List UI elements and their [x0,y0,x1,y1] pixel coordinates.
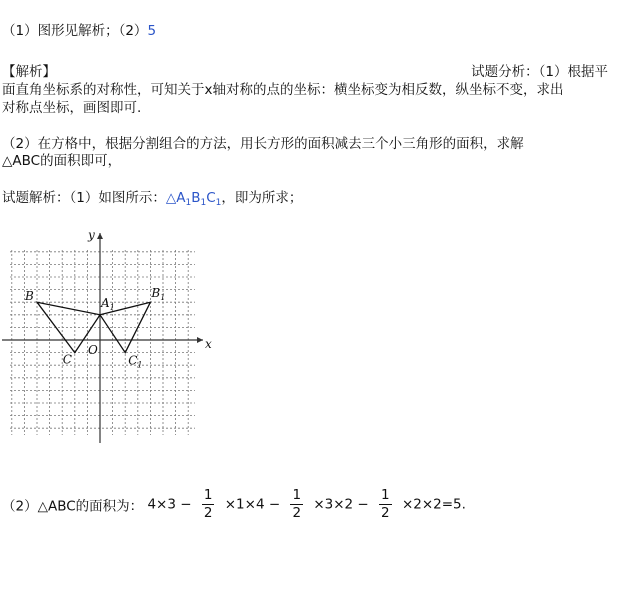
analysis-line2: 面直角坐标系的对称性，可知关于x轴对称的点的坐标：横坐标变为相反数，纵坐标不变，求出 [2,82,564,98]
answer-line [2,22,156,40]
fraction-3: $\frac{1}{2}$ [381,487,390,521]
solution-line [2,189,302,212]
point-label-b1: $B_1$ [151,286,166,303]
point-label-c1: $C_1$ [128,353,143,370]
area-prefix: （2）△ABC的面积为： [2,498,144,515]
coordinate-figure [0,225,230,450]
point-labels [24,286,165,369]
part2-line2: △ABC的面积即可， [2,153,122,169]
point-label-b: B [25,289,34,304]
solution-suffix: ，即为所求； [221,190,303,206]
fraction-2: $\frac{1}{2}$ [292,487,302,521]
y-axis-label: y [88,228,95,242]
x-axis-label: x [205,337,212,351]
solution-prefix: 试题解析：（1）如图所示： [2,190,166,206]
area-term1: 4×3 − [147,496,192,513]
area-term4: ×2×2=5. [401,496,466,513]
x-axis-arrow [197,337,203,343]
triangle-a1b1c1-label: $\triangle A_1B_1C_1$ [165,190,222,208]
answer-value: 5 [147,23,157,39]
area-term3: ×3×2 − [313,496,369,513]
analysis-line1-right: 试题分析：（1）根据平 [471,64,608,80]
axes [2,228,212,443]
point-label-c: C [62,352,72,367]
analysis-heading-line [2,63,620,81]
origin-label: O [88,343,98,357]
analysis-tag: 【解析】 [2,64,56,80]
grid [10,250,195,435]
point-label-a1: $A_1$ [101,295,115,312]
analysis-line3: 对称点坐标，画图即可. [2,100,142,116]
y-axis-arrow [97,233,103,239]
answer-prefix: （1）图形见解析；（2） [2,23,148,39]
fraction-1: $\frac{1}{2}$ [203,487,213,521]
area-term2: ×1×4 − [224,496,281,513]
part2-line1: （2）在方格中，根据分割组合的方法，用长方形的面积减去三个小三角形的面积，求解 [2,136,524,152]
area-formula-line [2,487,466,535]
